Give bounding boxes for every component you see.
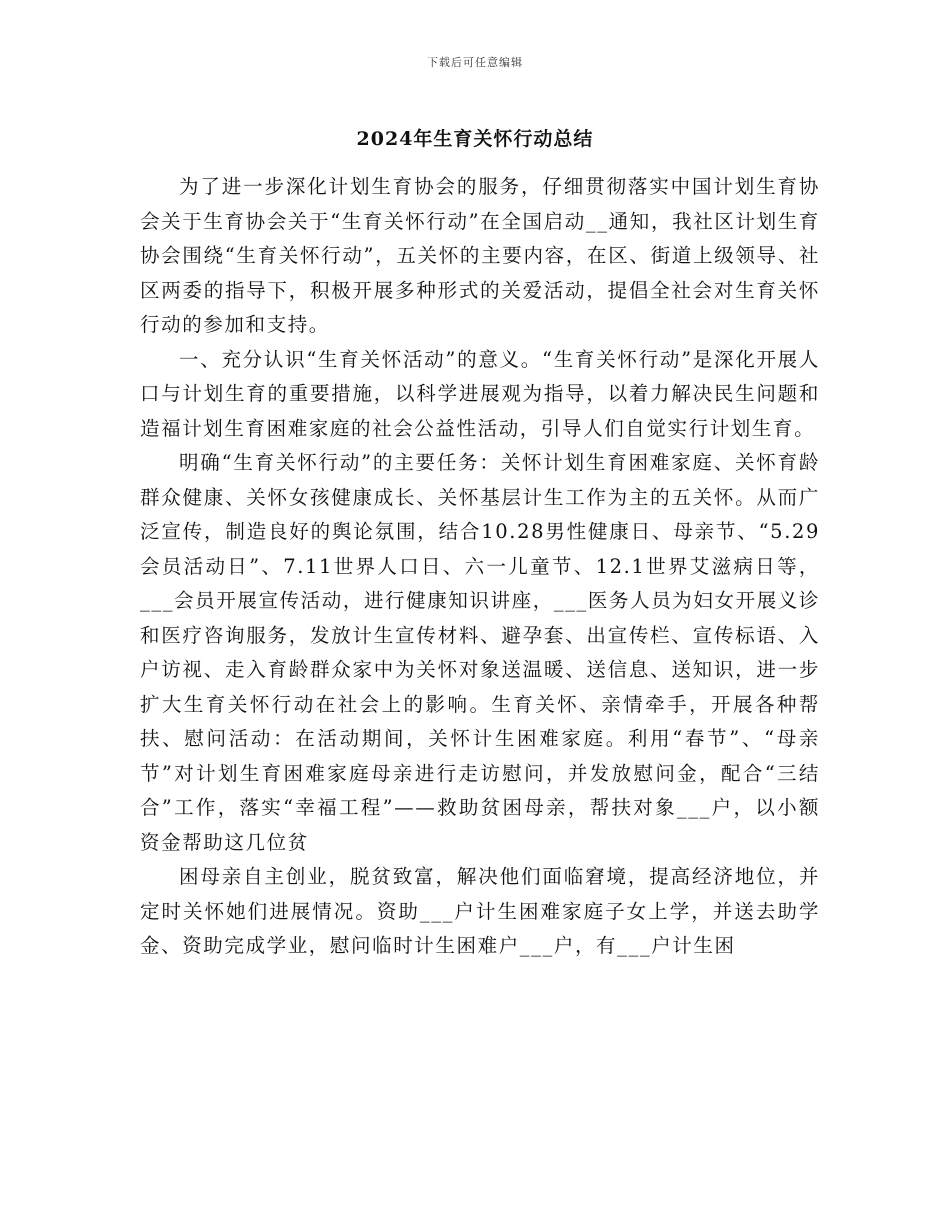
document-title: 2024年生育关怀行动总结	[356, 128, 594, 150]
document-body	[140, 170, 820, 964]
paragraph-4: 困母亲自主创业，脱贫致富，解决他们面临窘境，提高经济地位，并定时关怀她们进展情况。资助___户计生困难家庭子女上学，并送去助学金、资助完成学业，慰问临时计生困难户___户，有___户计生困	[140, 865, 820, 957]
header-note: 下载后可任意编辑	[427, 56, 523, 69]
paragraph-3: 明确“生育关怀行动”的主要任务：关怀计划生育困难家庭、关怀育龄群众健康、关怀女孩健康成长、关怀基层计生工作为主的五关怀。从而广泛宣传，制造良好的舆论氛围，结合10.28男性健康日、母亲节、“5.29会员活动日”、7.11世界人口日、六一儿童节、12.1世界艾滋病日等，___会员开展宣传活动，进行健康知识讲座，___医务人员为妇女开展义诊和医疗咨询服务，发放计生宣传材料、避孕套、出宣传栏、宣传标语、入户访视、走入育龄群众家中为关怀对象送温暖、送信息、送知识，进一步扩大生育关怀行动在社会上的影响。生育关怀、亲情牵手，开展各种帮扶、慰问活动：在活动期间，关怀计生困难家庭。利用“春节”、“母亲节”对计划生育困难家庭母亲进行走访慰问，并发放慰问金，配合“三结合”工作，落实“幸福工程”——救助贫困母亲，帮扶对象___户，以小额资金帮助这几位贫	[140, 451, 821, 854]
paragraph-2: 一、充分认识“生育关怀活动”的意义。“生育关怀行动”是深化开展人口与计划生育的重要措施，以科学进展观为指导，以着力解决民生问题和造福计划生育困难家庭的社会公益性活动，引导人们自觉实行计划生育。	[140, 347, 820, 440]
paragraph-1: 为了进一步深化计划生育协会的服务，仔细贯彻落实中国计划生育协会关于生育协会关于“生育关怀行动”在全国启动__通知，我社区计划生育协会围绕“生育关怀行动”，五关怀的主要内容，在区、街道上级领导、社区两委的指导下，积极开展多种形式的关爱活动，提倡全社会对生育关怀行动的参加和支持。	[140, 175, 820, 336]
